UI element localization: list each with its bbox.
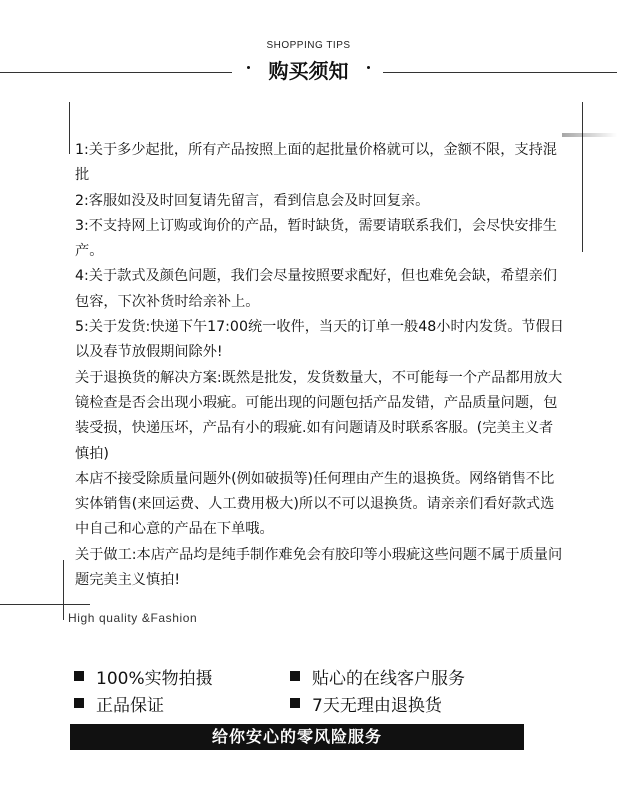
tip-item: 本店不接受除质量问题外(例如破损等)任何理由产生的退换货。网络销售不比实体销售(来回运费、人工费用极大)所以不可以退换货。请亲亲们看好款式选中自己和心意的产品在下单哦。 xyxy=(75,470,555,538)
bullet-square-icon xyxy=(74,671,84,681)
page-title: 购买须知 xyxy=(268,59,349,83)
bullet-square-icon xyxy=(74,698,84,708)
bullet-square-icon xyxy=(290,671,300,681)
feature-item: 7天无理由退换货 xyxy=(312,696,442,716)
feature-item: 正品保证 xyxy=(96,696,164,716)
frame-line-top-left xyxy=(69,102,70,154)
header-subtitle: SHOPPING TIPS xyxy=(266,40,351,51)
tip-item: 3:不支持网上订购或询价的产品，暂时缺货，需要请联系我们，会尽快安排生产。 xyxy=(75,217,557,260)
tip-item: 关于退换货的解决方案:既然是批发，发货数量大，不可能每一个产品都用放大镜检查是否会出现小瑕疵。可能出现的问题包括产品发错，产品质量问题，包装受损，快递压坏，产品有小的瑕疵.如有问题请及时联系客服。(完美主义者慎拍) xyxy=(75,369,563,462)
tip-item: 5:关于发货:快递下午17:00统一收件，当天的订单一般48小时内发货。节假日以及春节放假期间除外! xyxy=(75,319,564,361)
frame-line-bottom-horizontal xyxy=(0,604,90,605)
tip-item: 4:关于款式及颜色问题，我们会尽量按照要求配好，但也难免会缺，希望亲们包容，下次补货时给亲补上。 xyxy=(75,268,557,310)
frame-line-bottom-left xyxy=(63,560,64,620)
frame-line-right xyxy=(582,102,583,252)
feature-item: 100%实物拍摄 xyxy=(96,669,213,689)
tips-list xyxy=(75,138,565,593)
tip-item: 关于做工:本店产品均是纯手制作难免会有胶印等小瑕疵这些问题不属于质量问题完美主义慎拍! xyxy=(75,546,563,589)
feature-item: 贴心的在线客户服务 xyxy=(312,669,465,689)
tip-item: 2:客服如没及时回复请先留言，看到信息会及时回复亲。 xyxy=(75,192,430,209)
tip-item: 1:关于多少起批，所有产品按照上面的起批量价格就可以，金额不限，支持混批 xyxy=(75,142,557,184)
frame-shadow-accent xyxy=(562,133,617,137)
guarantee-banner: 给你安心的零风险服务 xyxy=(70,724,524,750)
header-dot-right xyxy=(367,66,370,69)
tagline: High quality &Fashion xyxy=(68,611,198,625)
bullet-square-icon xyxy=(290,698,300,708)
